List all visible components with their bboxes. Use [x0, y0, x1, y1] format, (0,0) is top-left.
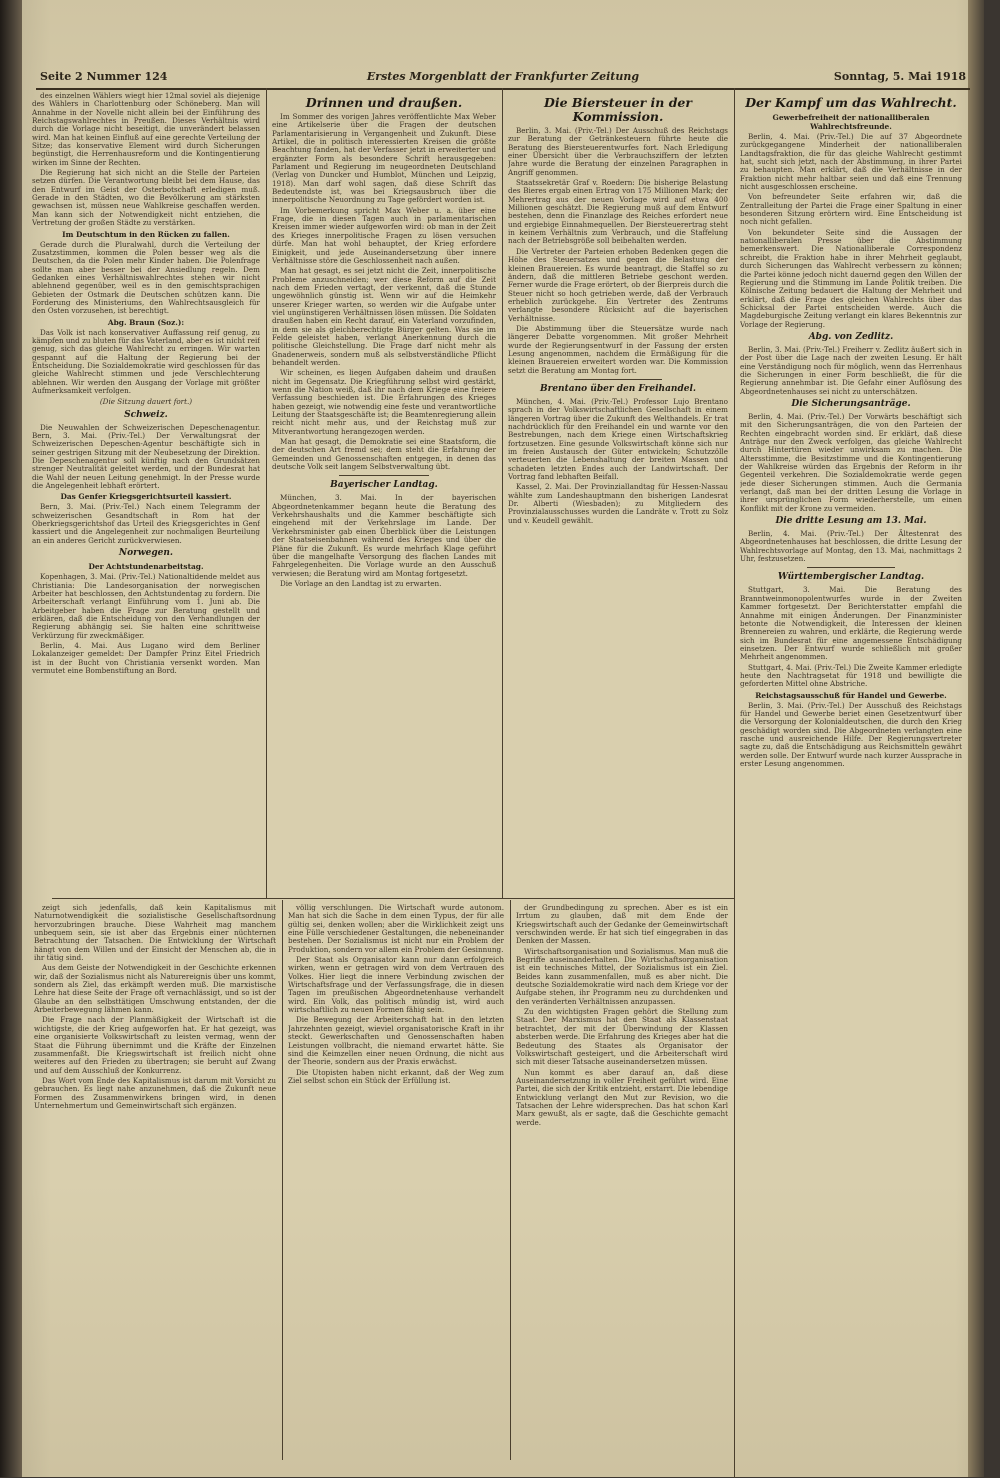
column-4 — [740, 92, 962, 1467]
article-paragraph: Im Sommer des vorigen Jahres veröffentlichte Max Weber eine Artikelserie über die Fragen der deutschen Parlamentarisierung in Vergangenheit und Zukunft. Diese Artikel, die in politisch interessierten Kreisen die größte Beachtung fanden, hat der Verfasser jetzt in erweiterter und ergänzter Form als besondere Schrift herausgegeben: Parlament und Regierung im neugeordneten Deutschland (Verlag von Duncker und Humblot, München und Leipzig, 1918). Man darf wohl sagen, daß diese Schrift das Bedeutendste ist, was bei Kriegsausbruch über die innerpolitische Neuordnung zu Tage gefördert worden ist. — [272, 112, 496, 205]
article-paragraph: Berlin, 4. Mai. (Priv.-Tel.) Der Ältestenrat des Abgeordnetenhauses hat beschlossen, die dritte Lesung der Wahlrechtsvorlage auf Montag, den 13. Mai, nachmittags 2 Uhr, festzusetzen. — [740, 529, 962, 564]
divider — [339, 475, 429, 476]
article-paragraph: Die Neuwahlen der Schweizerischen Depeschenagentur. Bern, 3. Mai. (Priv.-Tel.) Der Verwaltungsrat der Schweizerischen Depeschen-Agentur beschäftigte sich in seiner gestrigen Sitzung mit der Neubesetzung der Direktion. Die Depeschenagentur soll künftig nach den Grundsätzen strenger Neutralität geleitet werden, und der Bundesrat hat die Wahl der neuen Leitung genehmigt. In der Presse wurde die Angelegenheit lebhaft erörtert. — [32, 422, 260, 491]
article-paragraph: Im Vorbemerkung spricht Max Weber u. a. über eine Frage, die in diesen Tagen auch in parlamentarischen Kreisen immer wieder aufgeworfen wird: ob man in der Zeit des Krieges innerpolitische Fragen zu lösen versuchen dürfe. Man hat wohl behauptet, der Krieg erfordere Einigkeit, und jede Auseinandersetzung über innere Verhältnisse störe die Geschlossenheit nach außen. — [272, 205, 496, 265]
section-subheading: Abg. von Zedlitz. — [808, 331, 894, 342]
article-headline: Die Biersteuer in der Kommission. — [544, 95, 692, 124]
article-paragraph: Zu den wichtigsten Fragen gehört die Stellung zum Staat. Der Marxismus hat den Staat als Klassenstaat betrachtet, der mit der Überwindung der Klassen absterben werde. Die Erfahrung des Krieges aber hat die Bedeutung des Staates als Organisator der Volkswirtschaft gesteigert, und die Arbeiterschaft wird sich mit dieser Tatsache auseinandersetzen müssen. — [516, 1007, 728, 1067]
article-paragraph: Der Staat als Organisator kann nur dann erfolgreich wirken, wenn er getragen wird von dem Vertrauen des Volkes. Hier liegt die innere Verbindung zwischen der Wirtschaftsfrage und der Verfassungsfrage, die in diesen Tagen im preußischen Abgeordnetenhause verhandelt wird. Ein Volk, das politisch mündig ist, wird auch wirtschaftlich zu neuen Formen fähig sein. — [288, 955, 504, 1015]
paper-title: Erstes Morgenblatt der Frankfurter Zeitung — [366, 70, 640, 83]
country-heading-schweiz: Schweiz. — [124, 409, 168, 420]
column-3 — [508, 92, 728, 897]
page-label: Seite 2 Nummer 124 — [40, 70, 168, 83]
article-paragraph: Gerade durch die Pluralwahl, durch die Verteilung der Zusatzstimmen, kommen die Polen besser weg als die Deutschen, da die Polen mehr Kinder haben. Die Polenfrage sollte man aber besser bei der Ansiedlung regeln. Dem Gedanken eines Verhältniswahlrechtes stehen wir nicht ablehnend gegenüber, weil es in den gemischtsprachigen Gebieten der Ostmark die Deutschen schützen kann. Die Forderung des Ministeriums, den Wahlrechtsausgleich für den Osten vorzusehen, ist berechtigt. — [32, 239, 260, 316]
article-paragraph: München, 4. Mai. (Priv.-Tel.) Professor Lujo Brentano sprach in der Volkswirtschaftlichen Gesellschaft in einem längeren Vortrag über die Zukunft des Welthandels. Er trat nachdrücklich für den Freihandel ein und warnte vor den Bestrebungen, nach dem Kriege einen Wirtschaftskrieg fortzusetzen. Eine gesunde Volkswirtschaft könne sich nur im freien Austausch der Güter entwickeln; Schutzzölle verteuerten die Lebenshaltung der breiten Massen und schadeten letzten Endes auch der Landwirtschaft. Der Vortrag fand lebhaften Beifall. — [508, 396, 728, 482]
section-rule — [52, 898, 734, 899]
article-paragraph: Man hat gesagt, es sei jetzt nicht die Zeit, innerpolitische Probleme anzuschneiden; wer diese Reform auf die Zeit nach dem Frieden vertagt, der verkennt, daß die Stunde ungewöhnlich günstig ist. Wenn wir auf die Heimkehr unserer Krieger warten, so werden wir die Aufgabe unter viel ungünstigeren Verhältnissen lösen müssen. Die Soldaten draußen haben ein Recht darauf, ein Vaterland vorzufinden, in dem sie als gleichberechtigte Bürger gelten. Was sie im Felde geleistet haben, verlangt Anerkennung durch die politische Gleichstellung. Die Frage darf nicht mehr als Gnadenerweis, sondern muß als selbstverständliche Pflicht behandelt werden. — [272, 266, 496, 367]
article-paragraph: zeigt sich jedenfalls, daß kein Kapitalismus mit Naturnotwendigkeit die sozialistische Gesellschaftsordnung hervorzubringen brauche. Diese Wahrheit mag manchem unbequem sein, sie ist aber das Ergebnis einer nüchternen Betrachtung der Tatsachen. Die Entwicklung der Wirtschaft hängt von dem Willen und der Einsicht der Menschen ab, die in ihr tätig sind. — [34, 904, 276, 963]
column-rule — [734, 88, 735, 1478]
article-headline: Drinnen und draußen. — [305, 95, 463, 110]
article-paragraph: Berlin, 3. Mai. (Priv.-Tel.) Der Ausschuß des Reichstags zur Beratung der Getränkesteuern führte heute die Beratung des Biersteuerentwurfes fort. Nach Erledigung einer Übersicht über die Verbrauchsziffern der letzten Jahre wurde die Beratung der einzelnen Paragraphen in Angriff genommen. — [508, 126, 728, 177]
session-note: (Die Sitzung dauert fort.) — [99, 397, 193, 407]
article-paragraph: Bern, 3. Mai. (Priv.-Tel.) Nach einem Telegramm der schweizerischen Gesandtschaft in Rom hat der Oberkriegsgerichtshof das Urteil des Kriegsgerichtes in Genf kassiert und die Angelegenheit zur nochmaligen Beurteilung an ein anderes Gericht zurückverwiesen. — [32, 502, 260, 545]
section-subheading: Die Sicherungsanträge. — [791, 398, 911, 409]
article-paragraph: Stuttgart, 3. Mai. Die Beratung des Branntweinmonopolentwurfes wurde in der Zweiten Kammer fortgesetzt. Der Berichterstatter empfahl die Annahme mit einigen Änderungen. Der Finanzminister betonte die Notwendigkeit, die Interessen der kleinen Brennereien zu wahren, und erklärte, die Regierung werde sich im Bundesrat für eine angemessene Entschädigung einsetzen. Der Entwurf wurde schließlich mit großer Mehrheit angenommen. — [740, 585, 962, 662]
column-rule — [282, 900, 283, 1460]
article-paragraph: Wirtschaftsorganisation und Sozialismus. Man muß die Begriffe auseinanderhalten. Die Wirtschaftsorganisation ist ein technisches Mittel, der Sozialismus ist ein Ziel. Beides kann zusammenfallen, muß es aber nicht. Die deutsche Sozialdemokratie wird nach dem Kriege vor der Aufgabe stehen, ihr Programm neu zu durchdenken und den veränderten Verhältnissen anzupassen. — [516, 946, 728, 1006]
article-paragraph: Staatssekretär Graf v. Roedern: Die bisherige Belastung des Bieres ergab einen Ertrag von 175 Millionen Mark; der Mehrertrag aus der neuen Vorlage wird auf etwa 400 Millionen geschätzt. Die Regierung muß auf dem Entwurf bestehen, denn die Finanzlage des Reiches erfordert neue und ergiebige Einnahmequellen. Der Biersteuerertrag steht in keinem Verhältnis zum Verbrauch, und die Staffelung nach der Betriebsgröße soll beibehalten werden. — [508, 178, 728, 246]
newspaper-page — [22, 0, 984, 1477]
article-paragraph: Das Wort vom Ende des Kapitalismus ist darum mit Vorsicht zu gebrauchen. Es liegt nahe anzunehmen, daß die Zukunft neue Formen des Zusammenwirkens bringen wird, in denen Unternehmertum und Gemeinwirtschaft sich ergänzen. — [34, 1075, 276, 1110]
article-paragraph: Wir scheinen, es liegen Aufgaben daheim und draußen nicht im Gegensatz. Die Kriegführung selbst wird gestärkt, wenn die Nation weiß, daß ihr nach dem Kriege eine freiere Verfassung beschieden ist. Die Erfahrungen des Krieges haben gezeigt, wie notwendig eine feste und verantwortliche Leitung der Staatsgeschäfte ist; die Beamtenregierung allein reicht nicht mehr aus, und der Reichstag muß zur Mitverantwortung herangezogen werden. — [272, 368, 496, 436]
article-headline: Brentano über den Freihandel. — [539, 383, 697, 394]
article-paragraph: Nun kommt es aber darauf an, daß diese Auseinandersetzung in voller Freiheit geführt wird. Eine Partei, die sich der Kritik entzieht, erstarrt. Die lebendige Entwicklung verlangt den Mut zur Revision, wo die Tatsachen der Lehre widersprechen. Das hat schon Karl Marx gewußt, als er sagte, daß die Geschichte gemacht werde. — [516, 1067, 728, 1127]
section-subheading: Das Genfer Kriegsgerichtsurteil kassiert. — [60, 492, 232, 502]
divider — [807, 567, 896, 568]
article-paragraph: Berlin, 3. Mai. (Priv.-Tel.) Der Ausschuß des Reichstags für Handel und Gewerbe beriet einen Gesetzentwurf über die Versorgung der Kolonialdeutschen, die durch den Krieg geschädigt worden sind. Die Abgeordneten verlangten eine rasche und ausreichende Hilfe. Der Regierungsvertreter sagte zu, daß die Entschädigung aus Reichsmitteln gewährt werden solle. Der Entwurf wurde nach kurzer Aussprache in erster Lesung angenommen. — [740, 700, 962, 768]
lower-column-3 — [516, 904, 728, 1459]
column-1 — [32, 92, 260, 897]
section-subheading: Reichstagsausschuß für Handel und Gewerbe. — [755, 690, 947, 700]
issue-date: Sonntag, 5. Mai 1918 — [833, 70, 966, 83]
article-paragraph: Die Vorlage an den Landtag ist zu erwarten. — [280, 578, 442, 588]
article-paragraph: Berlin, 4. Mai. (Priv.-Tel.) Der Vorwärts beschäftigt sich mit den Sicherungsanträgen, die von den Parteien der Rechten eingebracht worden sind. Er erklärt, daß diese Anträge nur den Zweck verfolgen, das gleiche Wahlrecht durch Hintertüren wieder unwirksam zu machen. Die Altersstimme, die Besitzstimme und die Kontingentierung der Wahlkreise würden das Ergebnis der Reform in ihr Gegenteil verkehren. Die Sozialdemokratie werde gegen jede dieser Sicherungen stimmen. Auch die Germania verlangt, daß man bei der dritten Lesung die Vorlage in ihrer ursprünglichen Form wiederherstelle, um einen Konflikt mit der Krone zu vermeiden. — [740, 411, 962, 513]
article-paragraph: Die Vertreter der Parteien erhoben Bedenken gegen die Höhe des Steuersatzes und gegen die Belastung der kleinen Brauereien. Es wurde beantragt, die Staffel so zu ändern, daß die mittleren Betriebe geschont werden. Ferner wurde die Frage erörtert, ob der Bierpreis durch die Steuer nicht so hoch getrieben werde, daß der Verbrauch erheblich zurückgehe. Ein Vertreter des Zentrums verlangte besondere Rücksicht auf die bayerischen Verhältnisse. — [508, 246, 728, 323]
country-heading-norwegen: Norwegen. — [118, 548, 174, 559]
section-subheading: Die dritte Lesung am 13. Mai. — [775, 516, 927, 527]
article-paragraph: Die Regierung hat sich nicht an die Stelle der Parteien setzen dürfen. Die Verantwortung bleibt bei dem Hause, das den Entwurf im Geist der Osterbotschaft erledigen muß. Gerade in den Städten, wo die Bevölkerung am stärksten gewachsen ist, müssen neue Wahlkreise geschaffen werden. Man kann sich der Notwendigkeit nicht entziehen, die Vertretung der großen Städte zu verstärken. — [32, 168, 260, 228]
speaker-name: Abg. Braun (Soz.): — [107, 317, 185, 327]
lower-column-1 — [34, 904, 276, 1459]
section-subheading: Im Deutschtum in den Rücken zu fallen. — [62, 229, 230, 239]
article-paragraph: Berlin, 4. Mai. Aus Lugano wird dem Berliner Lokalanzeiger gemeldet: Der Dampfer Prinz Eitel Friedrich ist in der Bucht von Christiania versenkt worden. Man vermutet eine Bombenstiftung an Bord. — [32, 640, 260, 675]
article-paragraph: Berlin, 3. Mai. (Priv.-Tel.) Freiherr v. Zedlitz äußert sich in der Post über die Lage nach der zweiten Lesung. Er hält eine Verständigung noch für möglich, wenn das Herrenhaus die Sicherungen in einer Form beschließt, die für die Regierung annehmbar ist. Die Gefahr einer Auflösung des Abgeordnetenhauses sei nicht zu unterschätzen. — [740, 344, 962, 396]
article-paragraph: des einzelnen Wählers wiegt hier 12mal soviel als diejenige des Wählers in Charlottenburg oder Schöneberg. Man will Annahme in der Novelle nicht allein bei der Einführung des Reichstagswahlrechtes in Preußen. Dieses Verhältnis wird durch die Vorlage nicht beseitigt, die unverändert belassen wird. Man hat keinen Einfluß auf eine gerechte Verteilung der Sitze; das konservative Element wird durch Sicherungen begünstigt, die Herrenhausreform und die Kontingentierung wirken im Sinne der Rechten. — [32, 92, 260, 167]
article-paragraph: Kassel, 2. Mai. Der Provinziallandtag für Hessen-Nassau wählte zum Landeshauptmann den bisherigen Landesrat Dr. Alberti (Wiesbaden); zu Mitgliedern des Provinzialausschusses wurden die Landräte v. Trott zu Solz und v. Keudell gewählt. — [508, 482, 728, 525]
article-paragraph: der Grundbedingung zu sprechen. Aber es ist ein Irrtum zu glauben, daß mit dem Ende der Kriegswirtschaft auch der Gedanke der Gemeinwirtschaft verschwinden werde. Er hat sich tief eingegraben in das Denken der Massen. — [516, 904, 728, 946]
book-binding — [0, 0, 22, 1477]
article-paragraph: Kopenhagen, 3. Mai. (Priv.-Tel.) Nationaltidende meldet aus Christiania: Die Landesorganisation der norwegischen Arbeiter hat beschlossen, den Achtstundentag zu fordern. Die Arbeiterschaft verlangt Einführung vom 1. Juni ab. Die Arbeitgeber haben die Frage zur Beratung gestellt und erklären, daß die Entscheidung von den Verhandlungen der Regierung abhängig sei. Sie halten eine schrittweise Verkürzung für zweckmäßiger. — [32, 572, 260, 640]
divider — [574, 379, 662, 380]
column-rule — [266, 88, 267, 898]
article-paragraph: Die Utopisten haben nicht erkannt, daß der Weg zum Ziel selbst schon ein Stück der Erfüllung ist. — [288, 1067, 504, 1085]
column-2 — [272, 92, 496, 897]
column-rule — [510, 900, 511, 1460]
article-paragraph: Stuttgart, 4. Mai. (Priv.-Tel.) Die Zweite Kammer erledigte heute den Nachtragsetat für 1918 und bewilligte die geforderten Mittel ohne Abstriche. — [740, 662, 962, 689]
article-paragraph: Aus dem Geiste der Notwendigkeit in der Geschichte erkennen wir, daß der Sozialismus nicht als Naturereignis über uns kommt, sondern als Ziel, das erkämpft werden muß. Die marxistische Lehre hat diese Seite der Frage oft vernachlässigt, und so ist der Glaube an den selbsttätigen Umschwung entstanden, der die Arbeiterbewegung lähmen kann. — [34, 963, 276, 1015]
article-paragraph: Man hat gesagt, die Demokratie sei eine Staatsform, die der deutschen Art fremd sei; dem steht die Erfahrung der Gemeinden und Genossenschaften entgegen, in denen das deutsche Volk seit langem Selbstverwaltung übt. — [272, 437, 496, 472]
article-paragraph: Berlin, 4. Mai. (Priv.-Tel.) Die auf 37 Abgeordnete zurückgegangene Minderheit der nationalliberalen Landtagsfraktion, die für das gleiche Wahlrecht gestimmt hat, sucht sich jetzt, nach der Abstimmung, in ihrer Partei zu behaupten. Man erklärt, daß die Verhältnisse in der Fraktion nicht mehr haltbar seien und daß eine Trennung nicht ausgeschlossen erscheine. — [740, 132, 962, 192]
article-headline: Bayerischer Landtag. — [330, 480, 438, 491]
page-edge-shadow — [968, 0, 984, 1477]
column-rule — [502, 88, 503, 898]
article-paragraph: München, 3. Mai. In der bayerischen Abgeordnetenkammer begann heute die Beratung des Verkehrshaushalts und die Kammer beschäftigte sich eingehend mit der Verkehrslage im Lande. Der Verkehrsminister gab einen Überblick über die Leistungen der Staatseisenbahnen während des Krieges und über die Pläne für die Zukunft. Es wurde mehrfach Klage geführt über die mangelhafte Versorgung des flachen Landes mit Fahrgelegenheiten. Die Vorlage wurde an den Ausschuß verwiesen; die Beratung wird am Montag fortgesetzt. — [272, 493, 496, 578]
article-headline: Der Kampf um das Wahlrecht. — [745, 95, 957, 110]
masthead — [36, 66, 970, 90]
article-paragraph: Das Volk ist nach konservativer Auffassung reif genug, zu kämpfen und zu bluten für das Vaterland, aber es ist nicht reif genug, sich das gleiche Wahlrecht zu erringen. Wir warten gespannt auf die Haltung der Regierung bei der Entscheidung. Die Sozialdemokratie wird geschlossen für das gleiche Wahlrecht stimmen und jede Verschlechterung ablehnen. Wir werden den Ausgang der Vorlage mit größter Aufmerksamkeit verfolgen. — [32, 327, 260, 395]
lower-column-2 — [288, 904, 504, 1459]
article-headline: Württembergischer Landtag. — [777, 572, 925, 583]
article-paragraph: völlig verschlungen. Die Wirtschaft wurde autonom. Man hat sich die Sache in dem einen Typus, der für alle gültig sei, denken wollen; aber die Wirklichkeit zeigt uns eine Fülle verschiedener Gestaltungen, die nebeneinander bestehen. Der Sozialismus ist nicht nur ein Problem der Produktion, sondern vor allem ein Problem der Gesinnung. — [288, 904, 504, 954]
article-paragraph: Von bekundeter Seite sind die Aussagen der nationalliberalen Presse über die Abstimmung bemerkenswert. Die Nationalliberale Correspondenz schreibt, die Fraktion habe in ihrer Mehrheit geglaubt, durch Sicherungen das Wahlrecht verbessern zu können; die Partei könne jedoch nicht dauernd gegen den Willen der Regierung und die Stimmung im Lande Politik treiben. Die Kölnische Zeitung bedauert die Haltung der Mehrheit und erklärt, daß die Frage des gleichen Wahlrechts über das Schicksal der Partei entscheiden werde. Auch die Magdeburgische Zeitung verlangt ein klares Bekenntnis zur Vorlage der Regierung. — [740, 227, 962, 329]
article-paragraph: Die Abstimmung über die Steuersätze wurde nach längerer Debatte vorgenommen. Mit großer Mehrheit wurde der Regierungsentwurf in der Fassung der ersten Lesung angenommen, nachdem die Ermäßigung für die kleinen Brauereien erweitert worden war. Die Kommission setzt die Beratung am Montag fort. — [508, 323, 728, 375]
section-subheading: Gewerbefreiheit der nationalliberalen Wahlrechtsfreunde. — [772, 113, 930, 131]
article-paragraph: Von befreundeter Seite erfahren wir, daß die Zentralleitung der Partei die Frage einer Spaltung in einer besonderen Sitzung erörtern wird. Eine Entscheidung ist noch nicht gefallen. — [740, 192, 962, 227]
article-paragraph: Die Bewegung der Arbeiterschaft hat in den letzten Jahrzehnten gezeigt, wieviel organisatorische Kraft in ihr steckt. Gewerkschaften und Genossenschaften haben Leistungen vollbracht, die niemand erwartet hätte. Sie sind die Keimzellen einer neuen Ordnung, die nicht aus der Theorie, sondern aus der Praxis erwächst. — [288, 1015, 504, 1067]
section-subheading: Der Achtstundenarbeitstag. — [88, 562, 204, 572]
article-paragraph: Die Frage nach der Planmäßigkeit der Wirtschaft ist die wichtigste, die der Krieg aufgeworfen hat. Er hat gezeigt, was eine organisierte Volkswirtschaft zu leisten vermag, wenn der Staat die Führung übernimmt und die Kräfte der Einzelnen zusammenfaßt. Die Kriegswirtschaft ist freilich nicht ohne weiteres auf den Frieden zu übertragen; sie beruht auf Zwang und auf dem Ausschluß der Konkurrenz. — [34, 1015, 276, 1075]
